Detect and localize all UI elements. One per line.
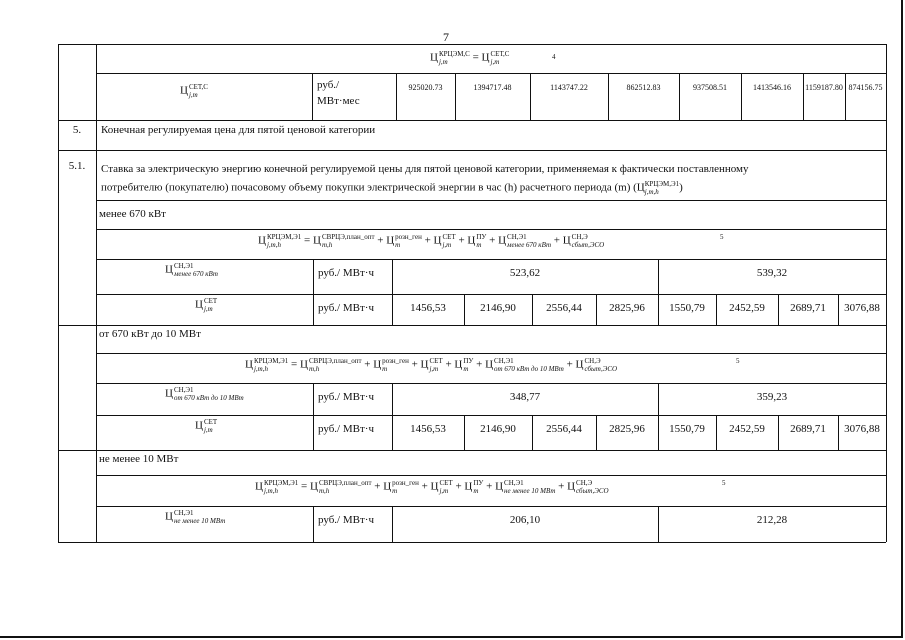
table-rule [679, 73, 680, 120]
table-rule [58, 325, 886, 326]
section-number: 5. [72, 124, 82, 136]
page-number: 7 [443, 30, 449, 44]
price-formula: Ц КРЦЭМ,Э1 j,m,h = Ц СВРЦЭ,план_опт m,h + Ц розн_ген m + Ц СЕТ j,m + Ц ПУ m + Ц СН,Э1 не менее 10 МВт + Ц СН,Э сбыт,ЭСО [255, 479, 609, 495]
table-rule [396, 73, 397, 120]
footnote-ref: 4 [552, 53, 556, 61]
set-value: 1550,79 [669, 423, 705, 435]
table-rule [886, 294, 887, 325]
unit-label: руб./ МВт·ч [318, 391, 374, 403]
table-rule [313, 506, 314, 542]
section-text: Ставка за электрическую энергию конечной регулируемой цены для пятой ценовой категории, применяемая к фактически поставленному [101, 163, 749, 175]
table-rule [96, 259, 886, 260]
group-heading: не менее 10 МВт [99, 453, 179, 465]
sn-value: 523,62 [509, 267, 541, 279]
sn-value: 359,23 [756, 391, 788, 403]
table-rule [96, 475, 886, 476]
set-c-value: 937508.51 [693, 83, 727, 92]
set-label: Ц СЕТ j,m [195, 418, 218, 434]
set-c-value: 925020.73 [408, 83, 443, 92]
table-rule [313, 383, 314, 415]
set-value: 1550,79 [669, 302, 705, 314]
unit-label: руб./ МВт·ч [318, 267, 374, 279]
set-c-unit: МВт·мес [317, 95, 360, 107]
table-rule [313, 415, 314, 450]
set-value: 2556,44 [546, 302, 582, 314]
table-rule [455, 73, 456, 120]
section-text: потребителю (покупателю) почасовому объему покупки электрической энергии в час (h) расчетного периода (m) (Ц КРЦЭМ,Э1 j,m,h ) [101, 180, 683, 196]
set-value: 2825,96 [609, 423, 645, 435]
table-rule [58, 44, 887, 45]
set-c-value: 1413546.16 [753, 83, 791, 92]
unit-label: руб./ МВт·ч [318, 423, 374, 435]
table-rule [96, 200, 886, 201]
set-c-value: 1394717.48 [473, 83, 512, 92]
table-rule [313, 259, 314, 294]
set-value: 2689,71 [790, 302, 826, 314]
sn-value: 206,10 [509, 514, 541, 526]
table-rule [58, 44, 59, 542]
table-rule [608, 73, 609, 120]
table-rule [96, 353, 886, 354]
footnote-ref: 5 [722, 479, 726, 487]
footnote-ref: 5 [720, 233, 724, 241]
table-rule [96, 383, 886, 384]
set-c-value: 1143747.22 [550, 83, 588, 92]
table-rule [96, 44, 97, 542]
sn-label: Ц СН,Э1 менее 670 кВт [165, 262, 218, 278]
price-formula: Ц КРЦЭМ,Э1 j,m,h = Ц СВРЦЭ,план_опт m,h + Ц розн_ген m + Ц СЕТ j,m + Ц ПУ m + Ц СН,Э1 от 670 кВт до 10 МВт + Ц СН,Э сбыт,ЭСО [245, 357, 618, 373]
group-heading: от 670 кВт до 10 МВт [99, 328, 201, 340]
set-value: 2689,71 [790, 423, 826, 435]
table-rule [530, 73, 531, 120]
section-number: 5.1. [68, 160, 86, 172]
set-value: 2452,59 [729, 423, 765, 435]
set-value: 3076,88 [844, 423, 880, 435]
table-rule [96, 506, 886, 507]
set-value: 2452,59 [729, 302, 765, 314]
set-value: 1456,53 [410, 302, 446, 314]
table-rule [58, 542, 886, 543]
table-rule [96, 294, 886, 295]
group-heading: менее 670 кВт [99, 208, 166, 220]
table-rule [845, 73, 846, 120]
set-c-unit: руб./ [317, 79, 340, 91]
sn-label: Ц СН,Э1 от 670 кВт до 10 МВт [165, 386, 244, 402]
table-rule [58, 150, 886, 151]
footnote-ref: 5 [736, 357, 740, 365]
unit-label: руб./ МВт·ч [318, 302, 374, 314]
sn-label: Ц СН,Э1 не менее 10 МВт [165, 509, 226, 525]
sn-value: 539,32 [756, 267, 788, 279]
unit-label: руб./ МВт·ч [318, 514, 374, 526]
set-value: 2825,96 [609, 302, 645, 314]
table-rule [58, 450, 886, 451]
table-rule [886, 73, 887, 120]
set-c-value: 874156.75 [848, 83, 883, 92]
table-rule [313, 294, 314, 325]
table-rule [58, 120, 886, 121]
set-value: 2146,90 [480, 302, 516, 314]
sn-value: 348,77 [509, 391, 541, 403]
table-rule [312, 73, 313, 120]
table-rule [96, 415, 886, 416]
table-rule [886, 415, 887, 450]
sn-value: 212,28 [756, 514, 788, 526]
price-formula: Ц КРЦЭМ,Э1 j,m,h = Ц СВРЦЭ,план_опт m,h + Ц розн_ген m + Ц СЕТ j,m + Ц ПУ m + Ц СН,Э1 менее 670 кВт + Ц СН,Э сбыт,ЭСО [258, 233, 605, 249]
set-value: 2146,90 [480, 423, 516, 435]
set-c-value: 862512.83 [626, 83, 661, 92]
section-title: Конечная регулируемая цена для пятой ценовой категории [101, 124, 376, 136]
set-value: 3076,88 [844, 302, 880, 314]
set-value: 2556,44 [546, 423, 582, 435]
set-c-value: 1159187.80 [805, 83, 843, 92]
table-rule [803, 73, 804, 120]
table-rule [96, 229, 886, 230]
set-value: 1456,53 [410, 423, 446, 435]
table-rule [741, 73, 742, 120]
set-label: Ц СЕТ j,m [195, 297, 218, 313]
top-formula: Ц КРЦЭМ,С j,m = Ц СЕТ,С j,m [430, 50, 510, 66]
table-rule [96, 73, 886, 74]
set-c-label: Ц СЕТ,С j,m [180, 83, 208, 99]
